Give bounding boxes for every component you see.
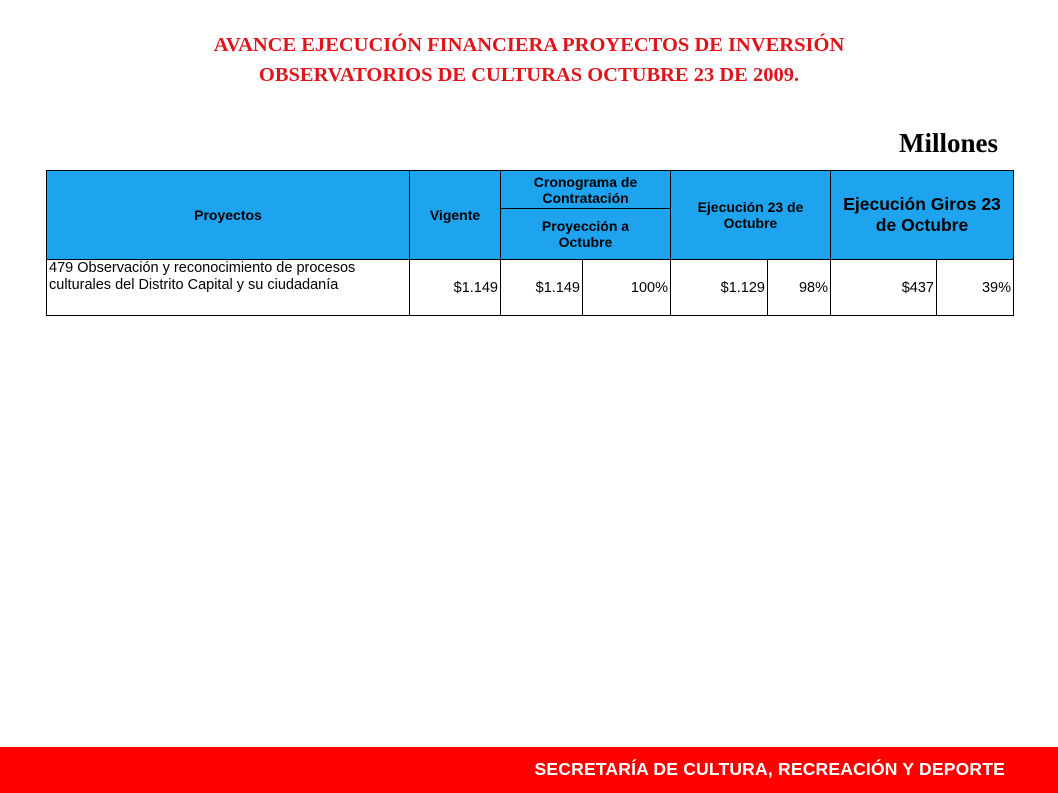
header-cronograma: Cronograma de Contratación <box>501 171 671 209</box>
cell-ejecucion-pct: 98% <box>768 260 831 316</box>
table-row <box>47 260 1014 316</box>
header-ejecucion: Ejecución 23 de Octubre <box>671 171 831 260</box>
page-title <box>0 30 1058 90</box>
footer-text: SECRETARÍA DE CULTURA, RECREACIÓN Y DEPORTE <box>534 759 1005 779</box>
unit-label: Millones <box>899 128 998 158</box>
header-giros: Ejecución Giros 23 de Octubre <box>831 171 1014 260</box>
title-line-1: AVANCE EJECUCIÓN FINANCIERA PROYECTOS DE INVERSIÓN <box>213 34 845 56</box>
cell-giros-pct: 39% <box>937 260 1014 316</box>
cell-proyecto <box>47 260 410 316</box>
proyecto-text: 479 Observación y reconocimiento de procesos culturales del Distrito Capital y su ciudadanía <box>49 260 356 293</box>
footer-bar <box>0 747 1058 793</box>
header-proyeccion: Proyección a Octubre <box>501 209 671 260</box>
title-line-2: OBSERVATORIOS DE CULTURAS OCTUBRE 23 DE 2009. <box>258 64 800 86</box>
financial-table <box>46 170 1014 316</box>
cell-vigente: $1.149 <box>410 260 501 316</box>
header-vigente: Vigente <box>410 171 501 260</box>
header-proyectos: Proyectos <box>47 171 410 260</box>
cell-proyeccion-pct: 100% <box>583 260 671 316</box>
cell-proyeccion-valor: $1.149 <box>501 260 583 316</box>
cell-ejecucion-valor: $1.129 <box>671 260 768 316</box>
cell-giros-valor: $437 <box>831 260 937 316</box>
